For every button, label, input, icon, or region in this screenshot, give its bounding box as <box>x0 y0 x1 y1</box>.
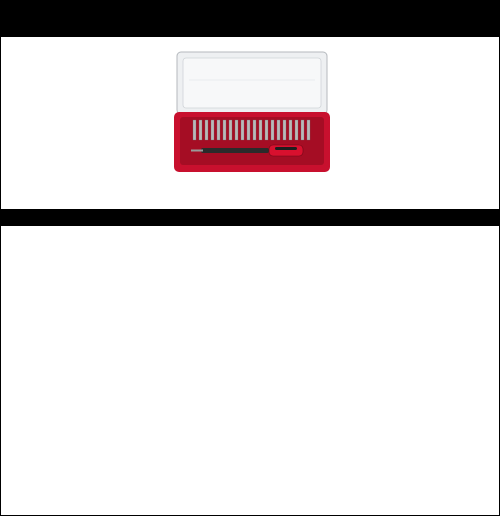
product-image <box>171 50 333 175</box>
bits-header <box>0 209 500 226</box>
includes-header <box>0 0 500 37</box>
